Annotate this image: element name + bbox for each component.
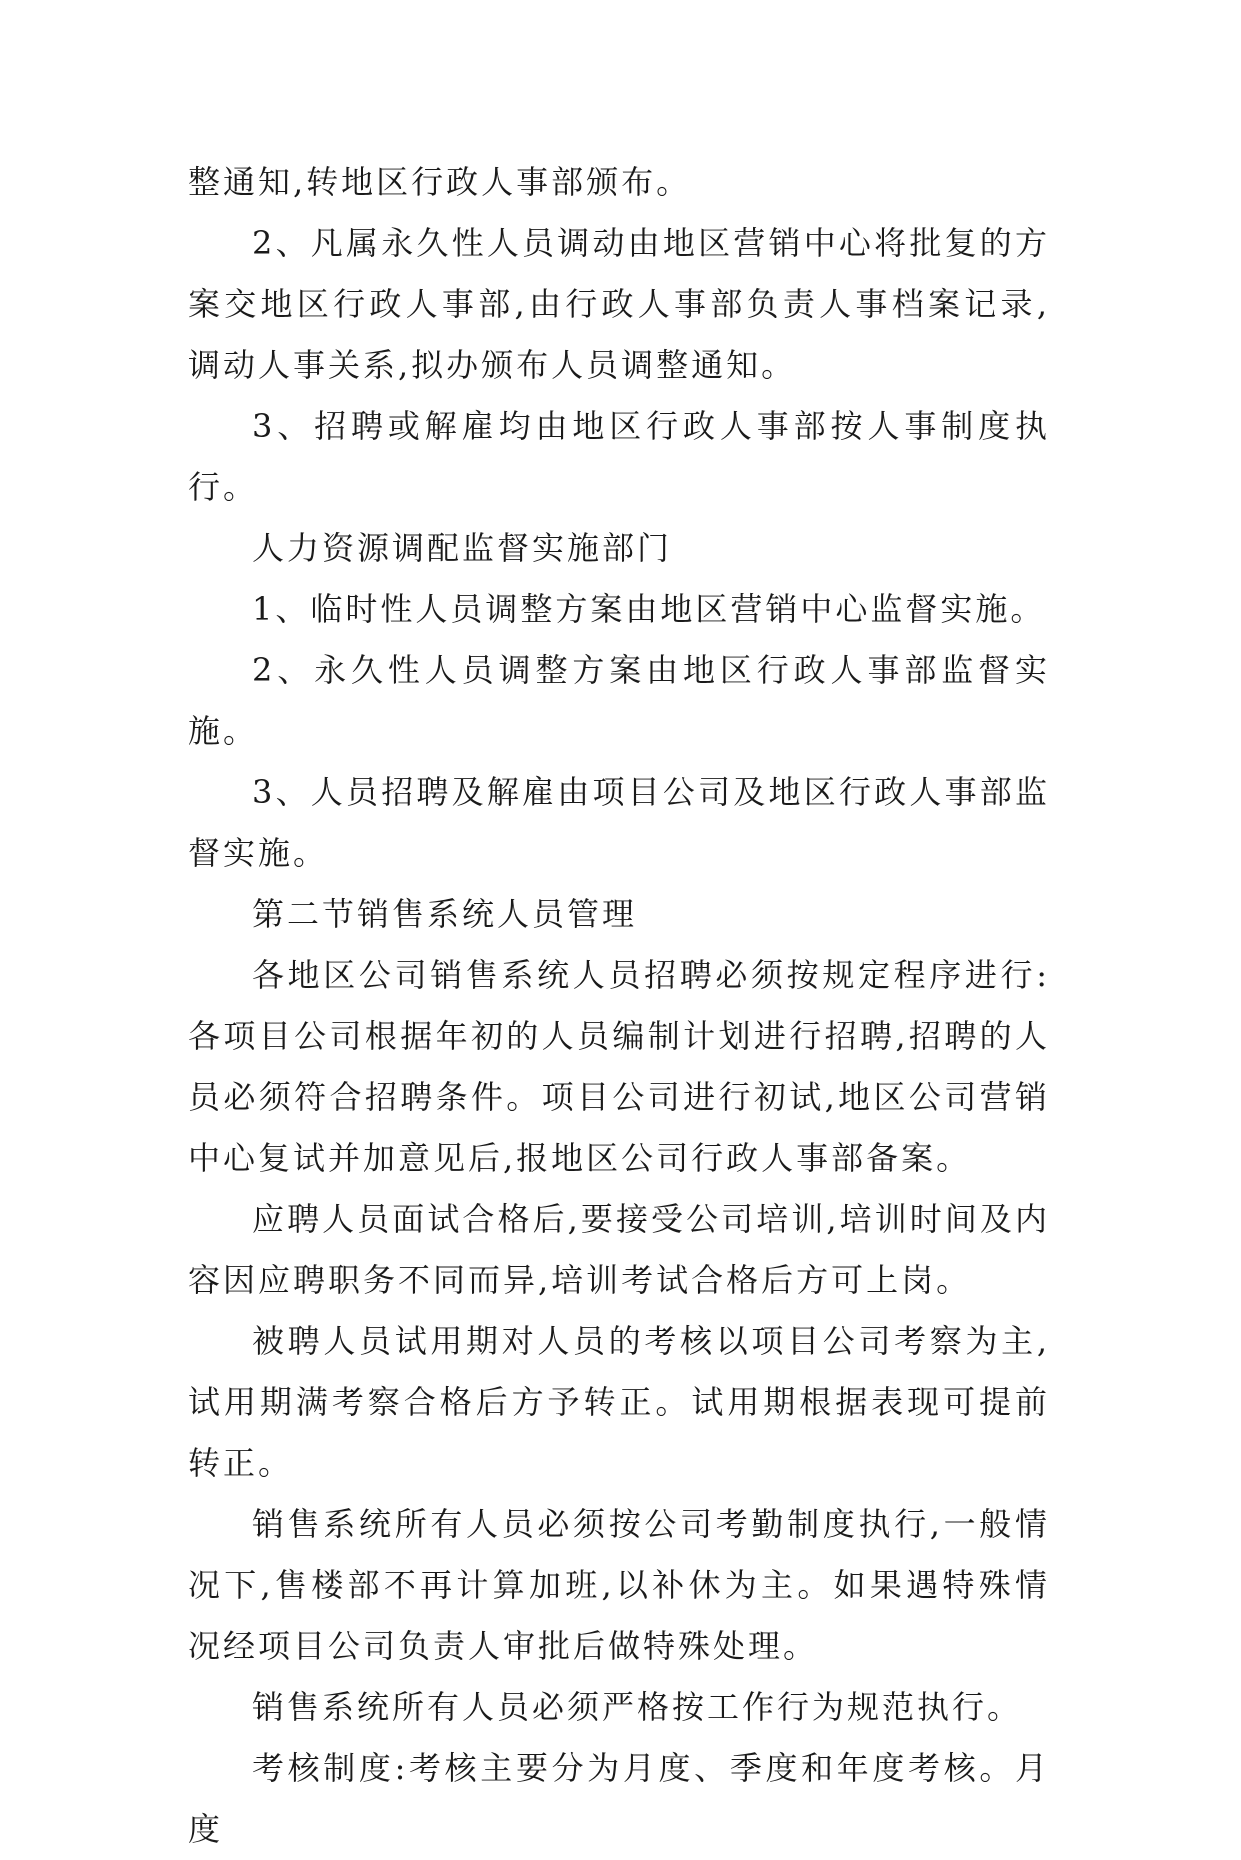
paragraph: 应聘人员面试合格后,要接受公司培训,培训时间及内容因应聘职务不同而异,培训考试合格后方可上岗。	[188, 1200, 1050, 1299]
paragraph: 1、临时性人员调整方案由地区营销中心监督实施。	[252, 590, 1046, 628]
paragraph: 各地区公司销售系统人员招聘必须按规定程序进行:各项目公司根据年初的人员编制计划进行招聘,招聘的人员必须符合招聘条件。项目公司进行初试,地区公司营销中心复试并加意见后,报地区公司行政人事部备案。	[188, 956, 1050, 1177]
section-heading: 第二节销售系统人员管理	[252, 895, 638, 933]
paragraph: 3、人员招聘及解雇由项目公司及地区行政人事部监督实施。	[188, 773, 1050, 872]
paragraph: 被聘人员试用期对人员的考核以项目公司考察为主,试用期满考察合格后方予转正。试用期根据表现可提前转正。	[188, 1322, 1050, 1482]
paragraph: 整通知,转地区行政人事部颁布。	[188, 163, 692, 201]
paragraph: 销售系统所有人员必须按公司考勤制度执行,一般情况下,售楼部不再计算加班,以补休为主。如果遇特殊情况经项目公司负责人审批后做特殊处理。	[188, 1505, 1050, 1665]
document-body	[188, 152, 1050, 1860]
paragraph: 销售系统所有人员必须严格按工作行为规范执行。	[252, 1688, 1023, 1726]
paragraph: 2、永久性人员调整方案由地区行政人事部监督实施。	[188, 651, 1050, 750]
paragraph: 2、凡属永久性人员调动由地区营销中心将批复的方案交地区行政人事部,由行政人事部负责人事档案记录,调动人事关系,拟办颁布人员调整通知。	[188, 224, 1050, 384]
section-heading: 人力资源调配监督实施部门	[252, 529, 673, 567]
paragraph: 3、招聘或解雇均由地区行政人事部按人事制度执行。	[188, 407, 1050, 506]
paragraph: 考核制度:考核主要分为月度、季度和年度考核。月度	[188, 1749, 1050, 1848]
